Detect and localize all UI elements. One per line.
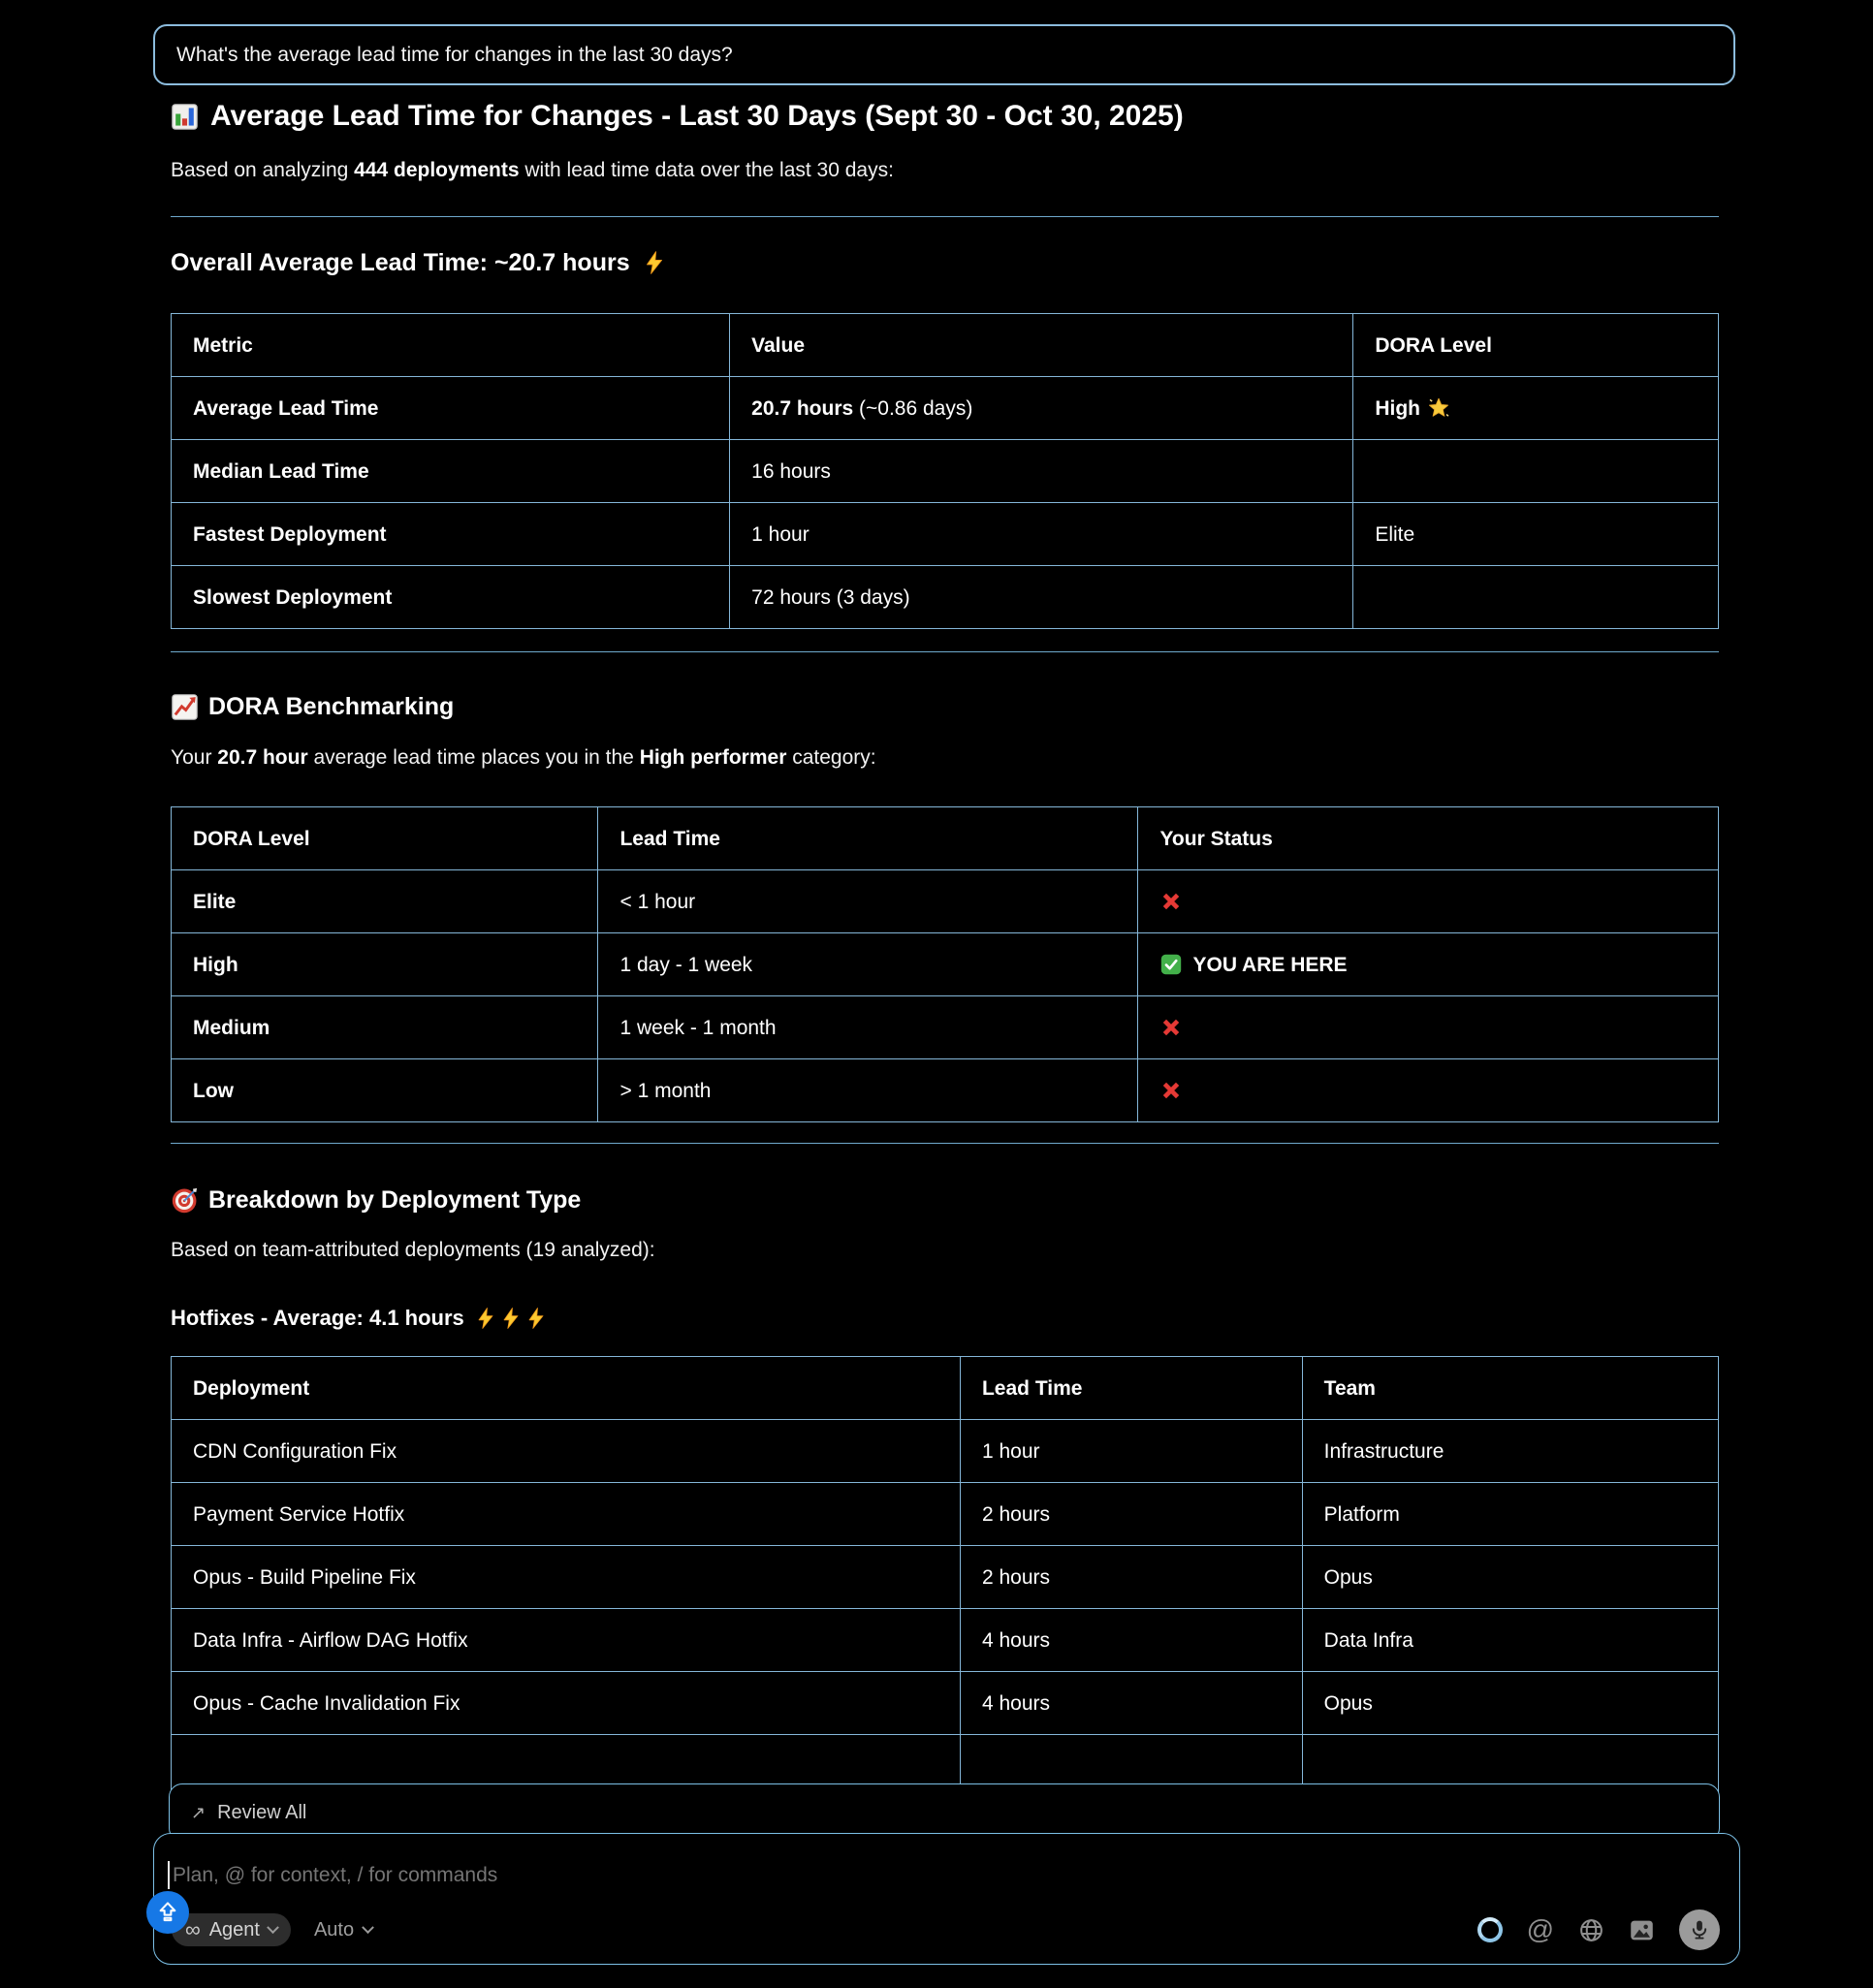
model-label: Auto [313, 1918, 355, 1941]
column-header: Value [730, 314, 1353, 377]
hotfixes-heading: Hotfixes - Average: 4.1 hours [171, 1305, 1719, 1331]
table-row [172, 566, 1719, 629]
table-header-row [172, 1357, 1719, 1420]
microphone-button[interactable] [1679, 1909, 1720, 1950]
table-cell [1353, 566, 1719, 629]
image-icon[interactable] [1629, 1917, 1655, 1943]
table-cell: 16 hours [730, 440, 1353, 503]
table-row [172, 1672, 1719, 1735]
table-row [172, 870, 1719, 933]
table-cell: Data Infra [1302, 1609, 1718, 1672]
overall-metrics-table [171, 313, 1719, 629]
table-cell: Median Lead Time [172, 440, 730, 503]
section-divider [171, 651, 1719, 652]
table-cell: 2 hours [960, 1546, 1302, 1609]
cross-icon [1159, 1079, 1183, 1103]
table-cell: Payment Service Hotfix [172, 1483, 961, 1546]
table-cell: Slowest Deployment [172, 566, 730, 629]
table-cell: Elite [1353, 503, 1719, 566]
table-row [172, 933, 1719, 996]
table-cell: High [1353, 377, 1719, 440]
table-header-row [172, 314, 1719, 377]
check-icon [1159, 953, 1183, 977]
table-row [172, 996, 1719, 1059]
input-placeholder: Plan, @ for context, / for commands [173, 1863, 498, 1886]
microphone-icon [1688, 1918, 1711, 1941]
model-dropdown[interactable] [314, 1919, 372, 1941]
text-cursor [168, 1861, 170, 1889]
table-cell: 4 hours [960, 1609, 1302, 1672]
table-cell: YOU ARE HERE [1138, 933, 1719, 996]
table-header-row [172, 807, 1719, 870]
table-cell [1353, 440, 1719, 503]
table-cell [1138, 1059, 1719, 1122]
message-input[interactable] [168, 1861, 497, 1889]
table-cell: 20.7 hours (~0.86 days) [730, 377, 1353, 440]
table-row [172, 1483, 1719, 1546]
table-row [172, 503, 1719, 566]
table-cell [1138, 870, 1719, 933]
table-cell: Opus [1302, 1546, 1718, 1609]
table-cell: 1 hour [730, 503, 1353, 566]
table-cell: 72 hours (3 days) [730, 566, 1353, 629]
user-message[interactable] [153, 24, 1735, 85]
section-divider [171, 216, 1719, 217]
breakdown-intro: Based on team-attributed deployments (19 analyzed): [171, 1239, 655, 1261]
breakdown-heading: Breakdown by Deployment Type [171, 1185, 1719, 1215]
column-header: Metric [172, 314, 730, 377]
table-cell [1138, 996, 1719, 1059]
cross-icon [1159, 890, 1183, 914]
target-icon [171, 1186, 199, 1215]
review-all-label: Review All [217, 1801, 307, 1823]
table-cell: Data Infra - Airflow DAG Hotfix [172, 1609, 961, 1672]
report-title: Average Lead Time for Changes - Last 30 Days (Sept 30 - Oct 30, 2025) [171, 100, 1719, 133]
table-cell: Opus - Build Pipeline Fix [172, 1546, 961, 1609]
column-header: Lead Time [598, 807, 1138, 870]
table-cell: > 1 month [598, 1059, 1138, 1122]
report-intro: Based on analyzing 444 deployments with lead time data over the last 30 days: [171, 159, 894, 181]
benchmarking-heading: DORA Benchmarking [171, 692, 1719, 721]
table-row [172, 1059, 1719, 1122]
bolt-icon [472, 1307, 548, 1330]
infinity-icon: ∞ [185, 1917, 201, 1941]
column-header: Team [1302, 1357, 1718, 1420]
table-cell: Elite [172, 870, 598, 933]
bolt-icon [640, 250, 667, 275]
column-header: Your Status [1138, 807, 1719, 870]
overall-heading: Overall Average Lead Time: ~20.7 hours [171, 248, 1719, 277]
table-cell: High [172, 933, 598, 996]
assistant-response [171, 100, 1719, 1798]
table-cell: Platform [1302, 1483, 1718, 1546]
agent-mode-label: Agent [208, 1918, 260, 1941]
table-row [172, 1546, 1719, 1609]
dora-benchmark-table [171, 806, 1719, 1122]
table-cell: Fastest Deployment [172, 503, 730, 566]
table-cell: 1 hour [960, 1420, 1302, 1483]
section-divider [171, 1143, 1719, 1144]
agent-mode-dropdown[interactable] [172, 1913, 291, 1946]
table-cell: 4 hours [960, 1672, 1302, 1735]
table-cell: 1 day - 1 week [598, 933, 1138, 996]
user-message-text: What's the average lead time for changes in the last 30 days? [176, 43, 733, 66]
table-cell: CDN Configuration Fix [172, 1420, 961, 1483]
table-cell: < 1 hour [598, 870, 1138, 933]
chart-up-icon [171, 693, 199, 721]
table-row [172, 1420, 1719, 1483]
column-header: Lead Time [960, 1357, 1302, 1420]
table-cell: 1 week - 1 month [598, 996, 1138, 1059]
benchmarking-intro: Your 20.7 hour average lead time places you in the High performer category: [171, 746, 876, 769]
globe-icon[interactable] [1578, 1917, 1604, 1943]
table-row [172, 1609, 1719, 1672]
column-header: DORA Level [1353, 314, 1719, 377]
chat-input-container [153, 1833, 1740, 1965]
table-cell: Opus [1302, 1672, 1718, 1735]
arrow-up-right-icon: ↗ [191, 1802, 206, 1822]
chevron-down-icon [362, 1921, 374, 1934]
table-cell: Average Lead Time [172, 377, 730, 440]
bar-chart-icon [171, 103, 199, 131]
column-header: DORA Level [172, 807, 598, 870]
table-cell: Infrastructure [1302, 1420, 1718, 1483]
table-cell: 2 hours [960, 1483, 1302, 1546]
usage-ring-icon[interactable] [1477, 1917, 1503, 1942]
arrow-up-send-icon [155, 1900, 180, 1925]
column-header: Deployment [172, 1357, 961, 1420]
cross-icon [1159, 1016, 1183, 1040]
table-cell: Low [172, 1059, 598, 1122]
composer-actions [1477, 1909, 1720, 1950]
table-cell: Medium [172, 996, 598, 1059]
table-row [172, 377, 1719, 440]
table-cell: Opus - Cache Invalidation Fix [172, 1672, 961, 1735]
mention-at-icon[interactable]: @ [1526, 1914, 1554, 1944]
composer-region [0, 1783, 1873, 1988]
star-icon [1427, 396, 1450, 421]
send-button[interactable] [146, 1891, 189, 1934]
chat-panel [0, 24, 1873, 1798]
table-row [172, 440, 1719, 503]
hotfix-deployments-table [171, 1356, 1719, 1798]
chevron-down-icon [267, 1921, 279, 1934]
composer-toolbar [172, 1910, 1720, 1949]
